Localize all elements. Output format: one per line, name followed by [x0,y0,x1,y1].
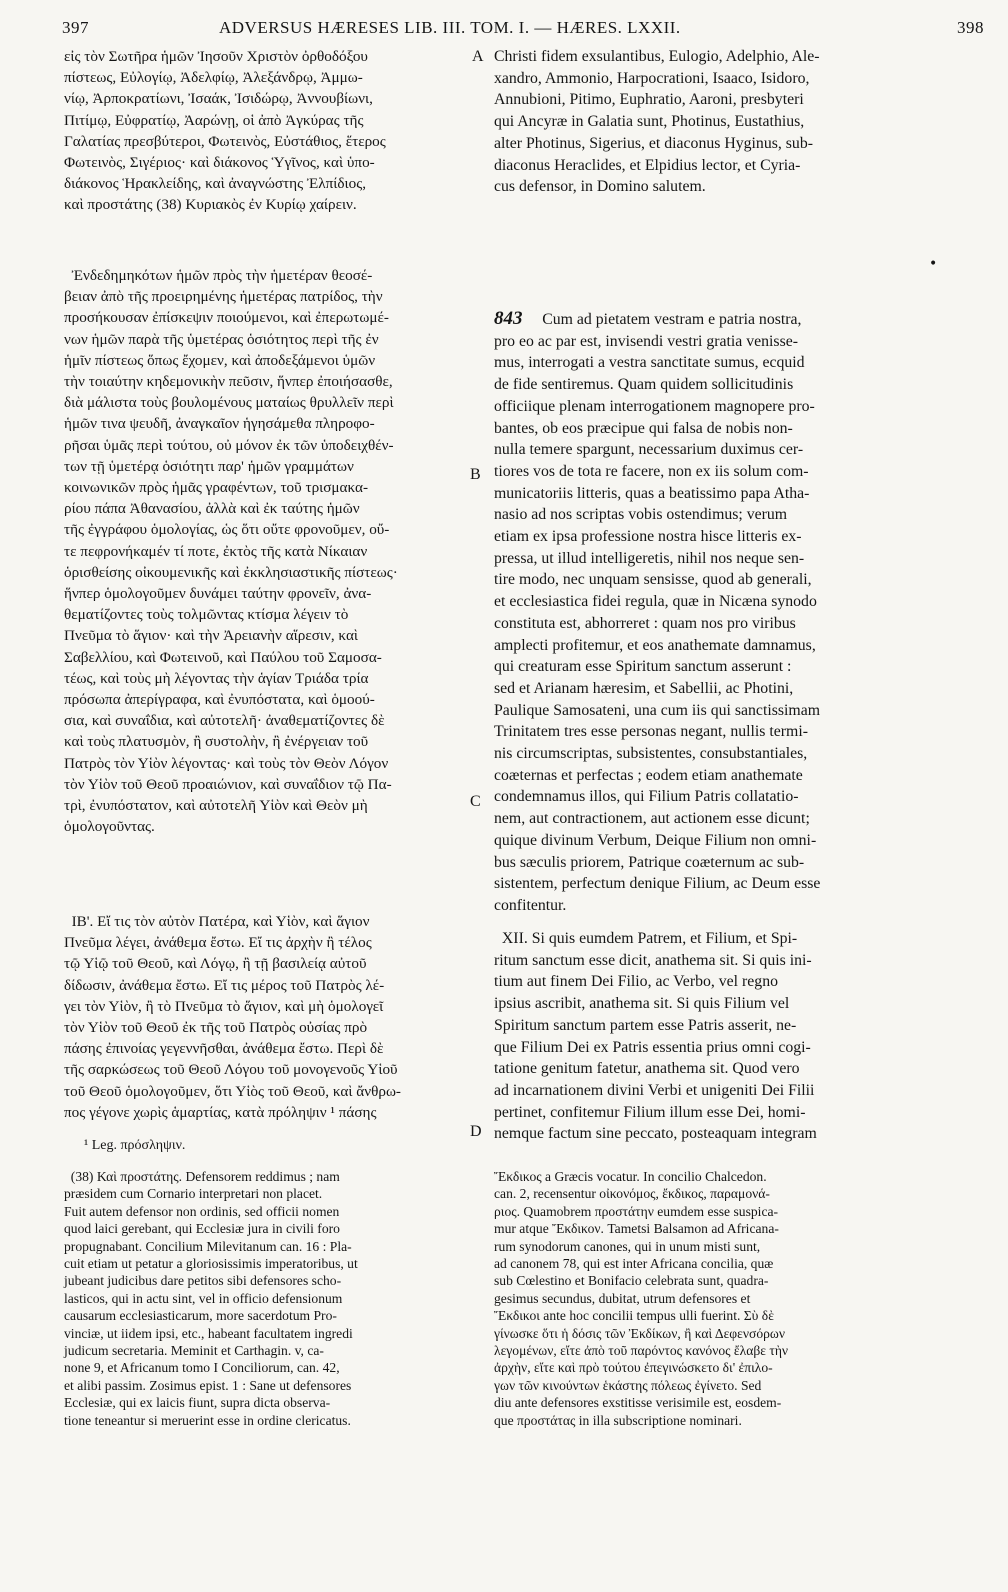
latin-anathemas: XII. Si quis eumdem Patrem, et Filium, et Spi- ritum sanctum esse dicit, anathema sit. Si quis ini- tium aut finem Dei Filio, ac Verbo, vel regno ipsius ascribit, anathema sit. Si quis Filium vel Spiritum sanctum partem esse Patris asserit, ne- que Filium Dei ex Patris essentia prius omni cogi- tatione genitum fatetur, anathema sit. Quod vero ad incarnationem divini Verbi et unigeniti Dei Filii pertinet, confitemur Filium illum esse Dei, homi- nemque factum sine peccato, posteaquam integram [494,930,817,1143]
book-page [24,18,986,1578]
margin-mark-a: A [472,48,484,65]
margin-mark-d: D [470,1123,482,1140]
greek-anathemas: ΙΒ'. Εἴ τις τὸν αὐτὸν Πατέρα, καὶ Υἱὸν, καὶ ἅγιον Πνεῦμα λέγει, ἀνάθεμα ἔστω. Εἴ τις ἀρχὴν ἢ τέλος τῷ Υἱῷ τοῦ Θεοῦ, καὶ Λόγῳ, ἢ τῇ βασιλείᾳ αὐτοῦ δίδωσιν, ἀνάθεμα ἔστω. Εἴ τις μέρος τοῦ Πατρὸς λέ- γει τὸν Υἱὸν, ἢ τὸ Πνεῦμα τὸ ἅγιον, καὶ μὴ ὁμολογεῖ τὸν Υἱὸν τοῦ Θεοῦ ἐκ τῆς τοῦ Πατρὸς οὐσίας πρὸ πάσης ἐπινοίας γεγεννῆσθαι, ἀνάθεμα ἔστω. Περὶ δὲ τῆς σαρκώσεως τοῦ Θεοῦ Λόγου τοῦ μονογενοῦς Υἱοῦ τοῦ Θεοῦ ὁμολογοῦμεν, ὅτι Υἱὸς τοῦ Θεοῦ, καὶ ἄνθρω- πος γέγονε χωρὶς ἁμαρτίας, κατὰ πρόληψιν ¹ πάσης [64,913,401,1121]
endnote-right: Ἔκδικος a Græcis vocatur. In concilio Chalcedon. can. 2, recensentur οἰκονόμος, ἔκδικος, παραμονά- ριος. Quamobrem προστάτην eumdem esse suspica- mur atque Ἔκδικον. Tametsi Balsamon ad Africana- rum synodorum canones, qui in unum misti sunt, ad canonem 78, qui est inter Africana concilia, quæ sub Cœlestino et Bonifacio celebrata sunt, quadra- gesimus secundus, dubitat, utrum defensores et Ἔκδικοι ante hoc concilii tempus ulli fuerint. Σὺ δὲ γίνωσκε ὅτι ἡ δόσις τῶν Ἐκδίκων, ἢ καὶ Δεφενσόρων λεγομένων, εἴτε ἀπὸ τοῦ παρόντος κανόνος ἔλαβε τὴν ἀρχὴν, εἴτε καὶ πρὸ τούτου ἐπεγινώσκετο δι' ἐπιλο- γων τῶν κινούντων ἑκάστης πόλεως ἐγίνετο. Sed diu ante defensores exstitisse verisimile est, eosdem- que προστάτας in illa subscriptione nominari. [494,1169,789,1428]
margin-mark-c: C [470,793,481,810]
latin-letter-text: Cum ad pietatem vestram e patria nostra, pro eo ac par est, invisendi vestri gratia venisse- mus, interrogati a vestra sanctitate sumus, ecquid de fide sentiremus. Quam quidem sollicitudinis officiique plenam interrogationem magnopere pro- bantes, ob eos præcipue qui falsa de nobis non- nulla temere spargunt, necessarium duximus cer- tiores vos de tota re facere, non ex iis solum com- municatoriis litteris, quas a beatissimo papa Atha- nasio ad nos scriptas vobis ostendimus; verum etiam ex ipsa professione nostra hisce litteris ex- pressa, ut illud intelligeretis, nihil nos neque sen- tire modo, nec unquam sensisse, quod ab generali, et ecclesiastica fidei regula, quæ in Nicæna synodo constituta est, abhorreret : quam nos pro viribus amplecti profitemur, et eos anathemate damnamus, qui creaturam esse Spiritum sanctum asserunt : sed et Arianam hæresim, et Sabellii, ac Photini, Paulique Samosateni, una cum iis qui sanctissimam Trinitatem tres esse personas negant, nullis termi- nis circumscriptas, subsistentes, consubstantiales, coæternas et perfectas ; eodem etiam anathemate condemnamus illos, qui Filium Patris collatatio- nem, aut contractionem, aut actionem esse dicunt; quique divinum Verbum, Deique Filium non omni- bus sæculis priorem, Patrique coæternum ac sub- sistentem, perfectum denique Filium, ac Deum esse confitentur. [494,311,821,914]
latin-salutation: Christi fidem exsulantibus, Eulogio, Adelphio, Ale- xandro, Ammonio, Harpocrationi, Isaaco, Isidoro, Annubioni, Pitimo, Euphratio, Aaroni, presbyteri qui Ancyræ in Galatia sunt, Photinus, Eustathius, alter Photinus, Sigerius, et diaconus Hyginus, sub- diaconus Heraclides, et Elpidius lector, et Cyria- cus defensor, in Domino salutem. [494,48,820,196]
running-title: ADVERSUS HÆRESES LIB. III. TOM. I. — HÆRES. LXXII. [219,18,681,37]
page-number-left: 397 [62,18,89,37]
latin-letter-body [494,308,984,917]
greek-salutation: εἰς τὸν Σωτῆρα ἡμῶν Ἰησοῦν Χριστὸν ὀρθοδόξου πίστεως, Εὐλογίῳ, Ἀδελφίῳ, Ἀλεξάνδρῳ, Ἀμμω- νίῳ, Ἀρποκρατίωνι, Ἰσαάκ, Ἰσιδώρῳ, Ἀννουβίωνι, Πιτίμῳ, Εὐφρατίῳ, Ἀαρώνῃ, οἱ ἀπὸ Ἀγκύρας τῆς Γαλατίας πρεσβύτεροι, Φωτεινὸς, Εὐστάθιος, ἕτερος Φωτεινὸς, Σιγέριος· καὶ διάκονος Ὑγῖνος, καὶ ὑπο- διάκονος Ἡρακλείδης, καὶ ἀναγνώστης Ἐλπίδιος, καὶ προστάτης (38) Κυριακὸς ἐν Κυρίῳ χαίρειν. [64,48,386,214]
running-header [24,18,986,40]
column-number-843: 843 [494,308,523,329]
greek-footnote: ¹ Leg. πρόσληψιν. [84,1138,186,1153]
margin-dot: • [929,256,938,272]
greek-letter-body: Ἐνδεδημηκότων ἡμῶν πρὸς τὴν ἡμετέραν θεοσέ- βειαν ἀπὸ τῆς προειρημένης ἡμετέρας πατρίδος, τὴν προσήκουσαν ἐπίσκεψιν ποιούμενοι, καὶ ἐπερωτωμέ- νων ἡμῶν παρὰ τῆς ὑμετέρας ὁσιότητος περὶ τῆς ἐν ἡμῖν πίστεως ὅπως ἔχομεν, καὶ ἀποδεξάμενοι ὑμῶν τὴν τοιαύτην κηδεμονικὴν πεῦσιν, ἥνπερ ἐποιήσασθε, διὰ μάλιστα τοὺς βουλομένους ματαίως θρυλλεῖν περὶ ἡμῶν τινα ψευδῆ, ἀναγκαῖον ἡγησάμεθα πληροφο- ρῆσαι ὑμᾶς περὶ τούτου, οὐ μόνον ἐκ τῶν ὑποδειχθέν- των τῇ ὑμετέρᾳ ὁσιότητι παρ' ἡμῶν γραμμάτων κοινωνικῶν πρὸς ἡμᾶς γραφέντων, τοῦ τρισμακα- ρίου πάπα Ἀθανασίου, ἀλλὰ καὶ ἐκ ταύτης ἡμῶν τῆς ἐγγράφου ὁμολογίας, ὡς ὅτι οὔτε φρονοῦμεν, οὔ- τε πεφρονήκαμέν τί ποτε, ἐκτὸς τῆς κατὰ Νίκαιαν ὁρισθείσης οἰκουμενικῆς καὶ ἐκκλησιαστικῆς πίστεως· ἥνπερ ὁμολογοῦμεν δυνάμει ταύτην φρονεῖν, ἀνα- θεματίζοντες τοὺς τολμῶντας κτίσμα λέγειν τὸ Πνεῦμα τὸ ἅγιον· καὶ τὴν Ἀρειανὴν αἵρεσιν, καὶ Σαβελλίου, καὶ Φωτεινοῦ, καὶ Παύλου τοῦ Σαμοσα- τέως, καὶ τοὺς μὴ λέγοντας τὴν ἁγίαν Τριάδα τρία πρόσωπα ἀπερίγραφα, καὶ ἐνυπόστατα, καὶ ὁμοού- σια, καὶ συναΐδια, καὶ αὐτοτελῆ· ἀναθεματίζοντες δὲ καὶ τοὺς πλατυσμὸν, ἢ συστολὴν, ἢ ἐνέργειαν τοῦ Πατρὸς τὸν Υἱὸν λέγοντας· καὶ τοὺς τὸν Θεὸν Λόγον τὸν Υἱὸν τοῦ Θεοῦ προαιώνιον, καὶ συναΐδιον τῷ Πα- τρὶ, ἐνυπόστατον, καὶ αὐτοτελῆ Υἱὸν καὶ Θεὸν μὴ ὁμολογοῦντας. [64,267,398,836]
endnote-left: (38) Καὶ προστάτης. Defensorem reddimus ; nam præsidem cum Cornario interpretari non placet. Fuit autem defensor non ordinis, sed officii nomen quod laici gerebant, qui Ecclesiæ jura in civili foro propugnabant. Concilium Milevitanum can. 16 : Pla- cuit etiam ut petatur a gloriosissimis imperatoribus, ut jubeant judicibus dare petitos sibi defensores scho- lasticos, qui in actu sint, vel in officio defensionum causarum ecclesiasticarum, more sacerdotum Pro- vinciæ, ut iidem ipsi, etc., habeant facultatem ingredi judicum secretaria. Meminit et Carthagin. v, ca- none 9, et Africanum tomo I Conciliorum, can. 42, et alibi passim. Zosimus epist. 1 : Sane ut defensores Ecclesiæ, qui ex laicis fiunt, supra dicta observa- tione teneantur si meruerint esse in ordine clericatus. [64,1169,358,1428]
page-number-right: 398 [957,18,984,37]
margin-mark-b: B [470,466,481,483]
